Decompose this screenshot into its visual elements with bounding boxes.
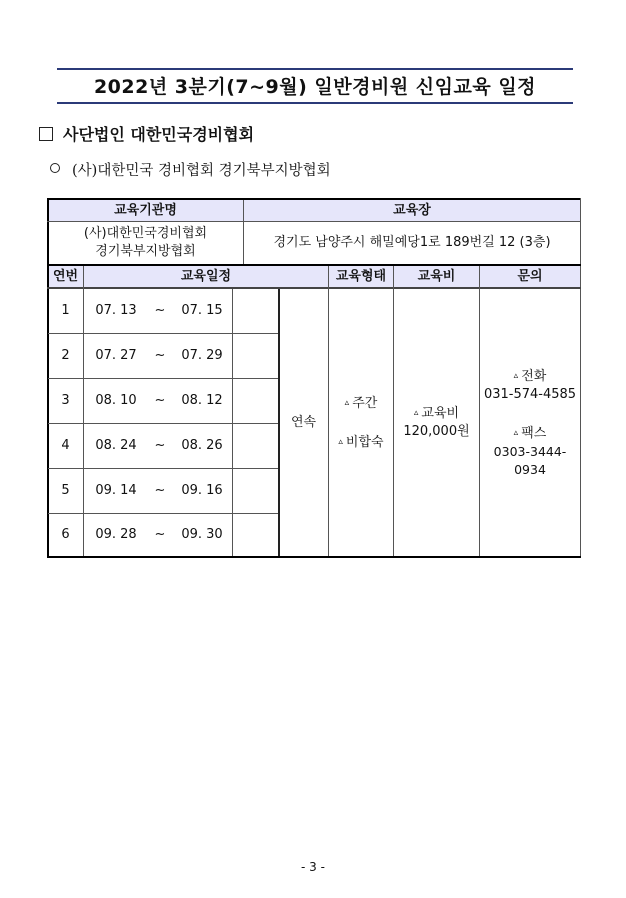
- row-5-tilde: ~: [154, 483, 166, 498]
- continuity-cell: 연속: [290, 414, 317, 430]
- row-3-tilde: ~: [154, 393, 166, 408]
- row-6-no: 6: [61, 527, 70, 542]
- fax-number: 0303-3444-0934: [493, 443, 567, 477]
- row-3-no: 3: [61, 393, 70, 408]
- phone-number: 031-574-4585: [483, 386, 577, 402]
- row-6-end: 09. 30: [181, 527, 223, 542]
- row-4-tilde: ~: [154, 438, 166, 453]
- row-3-end: 08. 12: [181, 393, 223, 408]
- triangle-bullet-icon: ▵: [344, 397, 350, 408]
- triangle-bullet-icon: ▵: [413, 408, 419, 418]
- venue-header: 교육장: [244, 200, 580, 221]
- fee-value: 120,000원: [403, 424, 470, 439]
- page-number: - 3 -: [301, 860, 325, 874]
- org-line2: 경기북부지방협회: [95, 244, 196, 259]
- rule-contact-left: [479, 266, 480, 556]
- row-5-end: 09. 16: [181, 483, 223, 498]
- row-2-no: 2: [61, 348, 70, 363]
- row-2-end: 07. 29: [181, 348, 223, 363]
- venue-cell: 경기도 남양주시 해밀예당1로 189번길 12 (3층): [273, 235, 551, 250]
- org-header: 교육기관명: [48, 200, 243, 221]
- circle-bullet-icon: [50, 163, 60, 173]
- rule-row4: [48, 468, 278, 469]
- type-line2: ▵ 비합숙: [338, 434, 384, 450]
- row-4-start: 08. 24: [95, 438, 137, 453]
- rule-row5: [48, 513, 278, 514]
- sub-heading-text: (사)대한민국 경비협회 경기북부지방협회: [72, 163, 331, 179]
- row-4-no: 4: [61, 438, 70, 453]
- row-1-end: 07. 15: [181, 303, 223, 318]
- row-2-start: 07. 27: [95, 348, 137, 363]
- page-title: 2022년 3분기(7~9월) 일반경비원 신임교육 일정: [93, 76, 537, 98]
- org-cell: [48, 222, 243, 264]
- row-1-no: 1: [61, 303, 70, 318]
- row-5-start: 09. 14: [95, 483, 137, 498]
- title-top-rule: [57, 68, 573, 70]
- row-5-no: 5: [61, 483, 70, 498]
- row-1-tilde: ~: [154, 303, 166, 318]
- row-6-start: 09. 28: [95, 527, 137, 542]
- rule-row1: [48, 333, 278, 334]
- row-4-end: 08. 26: [181, 438, 223, 453]
- rule-row3: [48, 423, 278, 424]
- col-type-header: 교육형태: [329, 266, 393, 287]
- table-bottom-border: [47, 556, 581, 558]
- row-3-start: 08. 10: [95, 393, 137, 408]
- type-line1: ▵ 주간: [344, 395, 378, 411]
- sub-heading: [50, 160, 331, 182]
- triangle-bullet-icon: ▵: [513, 370, 519, 381]
- triangle-bullet-icon: ▵: [338, 436, 343, 447]
- section-heading: [39, 124, 254, 146]
- table-right-border: [580, 198, 581, 557]
- rule-row2: [48, 378, 278, 379]
- rule-header1: [47, 221, 581, 222]
- rule-header2: [47, 287, 581, 289]
- fee-cell: [394, 289, 479, 556]
- fee-label: ▵ 교육비: [413, 406, 460, 421]
- checkbox-square-icon: [39, 127, 53, 141]
- rule-fee-left: [393, 266, 394, 556]
- title-bottom-rule: [57, 102, 573, 104]
- rule-venue-left: [243, 200, 244, 264]
- col-no-header: 연번: [48, 266, 83, 287]
- type-cell: [329, 289, 393, 556]
- col-schedule-header: 교육일정: [84, 266, 328, 287]
- rule-type-left: [328, 266, 329, 556]
- triangle-bullet-icon: ▵: [513, 427, 519, 438]
- contact-cell: [480, 289, 580, 556]
- row-1-start: 07. 13: [95, 303, 137, 318]
- col-fee-header: 교육비: [394, 266, 479, 287]
- rule-org-bottom: [47, 264, 581, 266]
- row-2-tilde: ~: [154, 348, 166, 363]
- org-line1: (사)대한민국경비협회: [83, 226, 208, 241]
- fax-label: ▵ 팩스: [513, 425, 547, 441]
- col-contact-header: 문의: [480, 266, 580, 287]
- phone-label: ▵ 전화: [513, 368, 547, 384]
- section-heading-text: 사단법인 대한민국경비협회: [63, 125, 255, 144]
- row-6-tilde: ~: [154, 527, 166, 542]
- rule-continuity-left: [278, 289, 280, 556]
